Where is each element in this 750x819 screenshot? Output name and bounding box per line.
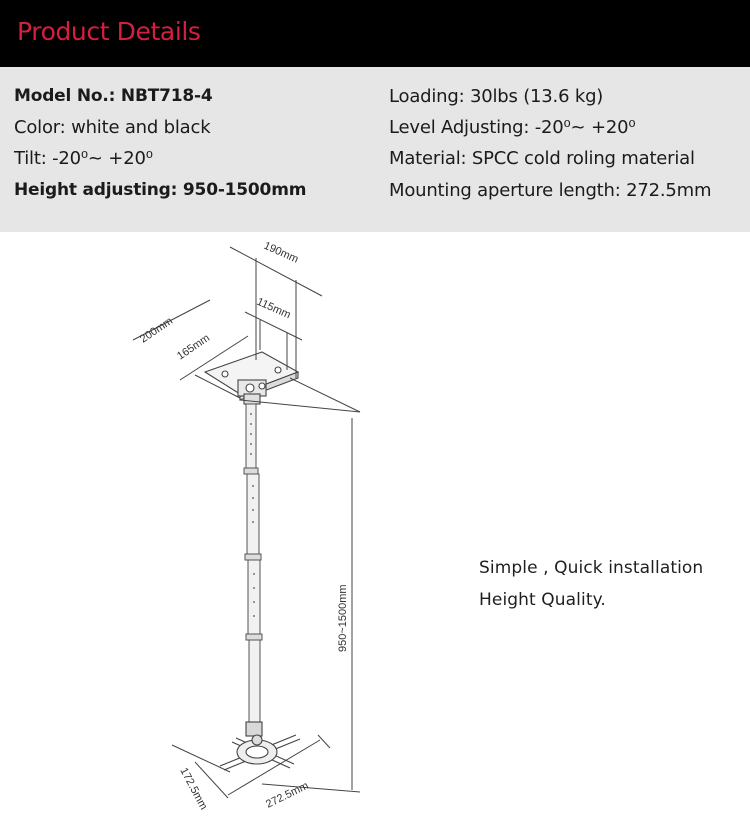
page-title: Product Details bbox=[17, 17, 201, 46]
dim-top-inner: 115mm bbox=[254, 295, 293, 322]
feature-note-2: Height Quality. bbox=[479, 590, 606, 610]
spec-model: Model No.: NBT718-4 bbox=[14, 86, 213, 106]
dim-top-inner-depth: 165mm bbox=[174, 332, 213, 363]
dim-height-range: 950~1500mm bbox=[337, 584, 349, 652]
spec-level: Level Adjusting: -20⁰~ +20⁰ bbox=[389, 117, 636, 138]
telescopic-pole bbox=[244, 404, 262, 722]
dim-top-width: 190mm bbox=[261, 239, 301, 266]
projector-plate bbox=[220, 722, 300, 770]
dim-top-depth: 200mm bbox=[137, 315, 176, 346]
spec-color: Color: white and black bbox=[14, 117, 211, 138]
spec-loading: Loading: 30lbs (13.6 kg) bbox=[389, 86, 604, 107]
feature-note-1: Simple , Quick installation bbox=[479, 558, 704, 578]
spec-aperture: Mounting aperture length: 272.5mm bbox=[389, 180, 712, 201]
spec-tilt: Tilt: -20⁰~ +20⁰ bbox=[14, 148, 153, 169]
ceiling-bracket bbox=[205, 352, 298, 404]
dim-base-length: 272.5mm bbox=[264, 779, 311, 811]
spec-material: Material: SPCC cold roling material bbox=[389, 148, 695, 169]
dim-base-depth: 172.5mm bbox=[177, 765, 210, 812]
spec-height: Height adjusting: 950-1500mm bbox=[14, 180, 307, 200]
mount-diagram bbox=[0, 232, 750, 819]
header-bar bbox=[0, 0, 750, 67]
